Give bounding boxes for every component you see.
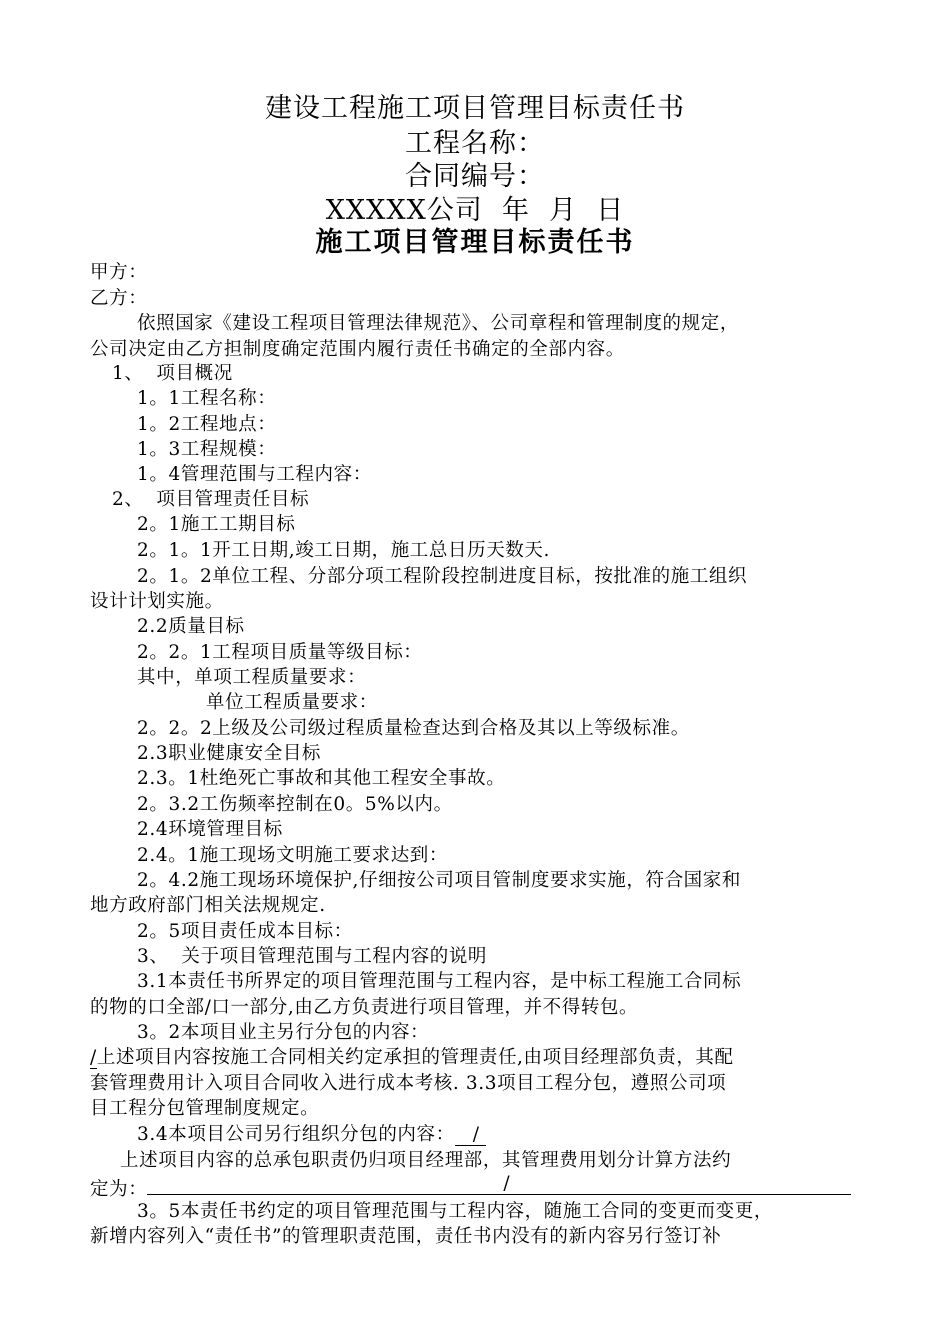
item-1-1: 1。1工程名称： xyxy=(137,388,277,409)
item-3-1-line-1: 3.1本责任书所界定的项目管理范围与工程内容，是中标工程施工合同标 xyxy=(137,971,742,992)
single-project-quality: 其中，单项工程质量要求： xyxy=(137,667,367,688)
item-3-4-blank: / xyxy=(455,1124,486,1146)
item-1-3: 1。3工程规模： xyxy=(137,439,277,460)
fee-method-blank-mark: / xyxy=(503,1173,511,1194)
item-2-1-2-line-2: 设计计划实施。 xyxy=(90,591,224,612)
item-2-4-1: 2.4。1施工现场文明施工要求达到： xyxy=(137,845,448,866)
item-3-5-line-2: 新增内容列入“责任书”的管理职责范围，责任书内没有的新内容另行签订补 xyxy=(90,1226,722,1247)
item-3-4: 3.4本项目公司另行组织分包的内容： xyxy=(137,1124,455,1145)
section-3-heading: 3、 关于项目管理范围与工程内容的说明 xyxy=(137,946,488,967)
item-3-4-agreed-label: 定为： xyxy=(90,1179,148,1200)
item-2-2: 2.2质量目标 xyxy=(137,616,245,637)
item-2-5: 2。5项目责任成本目标： xyxy=(137,921,353,942)
item-2-4-2-line-2: 地方政府部门相关法规规定. xyxy=(90,895,326,916)
item-2-2-1: 2。2。1工程项目质量等级目标： xyxy=(137,642,423,663)
item-2-2-2: 2。2。2上级及公司级过程质量检查达到合格及其以上等级标准。 xyxy=(137,718,690,739)
item-2-4-2-line-1: 2。4.2施工现场环境保护,仔细按公司项目管制度要求实施，符合国家和 xyxy=(137,870,741,891)
item-3-2-line-1 xyxy=(90,1045,870,1070)
fee-method-blank xyxy=(147,1174,851,1195)
intro-paragraph-line-2: 公司决定由乙方担制度确定范围内履行责任书确定的全部内容。 xyxy=(90,339,625,360)
section-2-heading: 2、 项目管理责任目标 xyxy=(112,489,310,510)
main-title: 施工项目管理目标责任书 xyxy=(315,227,635,258)
item-3-2-line-2: 套管理费用计入项目合同收入进行成本考核. 3.3项目工程分包，遵照公司项 xyxy=(90,1073,727,1094)
project-name-label: 工程名称： xyxy=(405,128,545,159)
item-3-2-text-1: 上述项目内容按施工合同相关约定承担的管理责任,由项目经理部负责，其配 xyxy=(96,1047,734,1068)
party-a-label: 甲方： xyxy=(90,262,148,283)
intro-paragraph-line-1: 依照国家《建设工程项目管理法律规范》、公司章程和管理制度的规定， xyxy=(137,313,739,334)
item-3-2-line-3: 目工程分包管理制度规定。 xyxy=(90,1098,320,1119)
item-3-4-line-1: 上述项目内容的总承包职责仍归项目经理部，其管理费用划分计算方法约 xyxy=(120,1150,732,1171)
item-1-2: 1。2工程地点： xyxy=(137,414,277,435)
item-2-1-1: 2。1。1开工日期,竣工日期，施工总日历天数天. xyxy=(137,540,550,561)
item-3-5-line-1: 3。5本责任书约定的项目管理范围与工程内容，随施工合同的变更而变更， xyxy=(137,1201,773,1222)
item-3-2: 3。2本项目业主另行分包的内容： xyxy=(137,1022,430,1043)
party-b-label: 乙方： xyxy=(90,288,148,309)
item-2-3-2: 2。3.2工伤频率控制在0。5%以内。 xyxy=(137,794,453,815)
item-2-4: 2.4环境管理目标 xyxy=(137,819,283,840)
item-1-4: 1。4管理范围与工程内容： xyxy=(137,464,372,485)
company-date-line: XXXXX公司 年 月 日 xyxy=(325,195,625,226)
item-3-4-line xyxy=(137,1122,917,1147)
contract-number-label: 合同编号： xyxy=(405,161,545,192)
blank-underline-mark: / xyxy=(90,1047,97,1068)
document-title: 建设工程施工项目管理目标责任书 xyxy=(265,93,685,124)
item-2-3-1: 2.3。1杜绝死亡事故和其他工程安全事故。 xyxy=(137,768,506,789)
item-3-4-line-2 xyxy=(90,1174,870,1202)
item-2-1: 2。1施工工期目标 xyxy=(137,514,296,535)
item-2-1-2-line-1: 2。1。2单位工程、分部分项工程阶段控制进度目标，按批准的施工组织 xyxy=(137,566,748,587)
unit-project-quality: 单位工程质量要求： xyxy=(206,692,378,713)
item-2-3: 2.3职业健康安全目标 xyxy=(137,743,322,764)
item-3-1-line-2: 的物的口全部/口一部分,由乙方负责进行项目管理，并不得转包。 xyxy=(90,997,639,1018)
section-1-heading: 1、 项目概况 xyxy=(112,363,233,384)
